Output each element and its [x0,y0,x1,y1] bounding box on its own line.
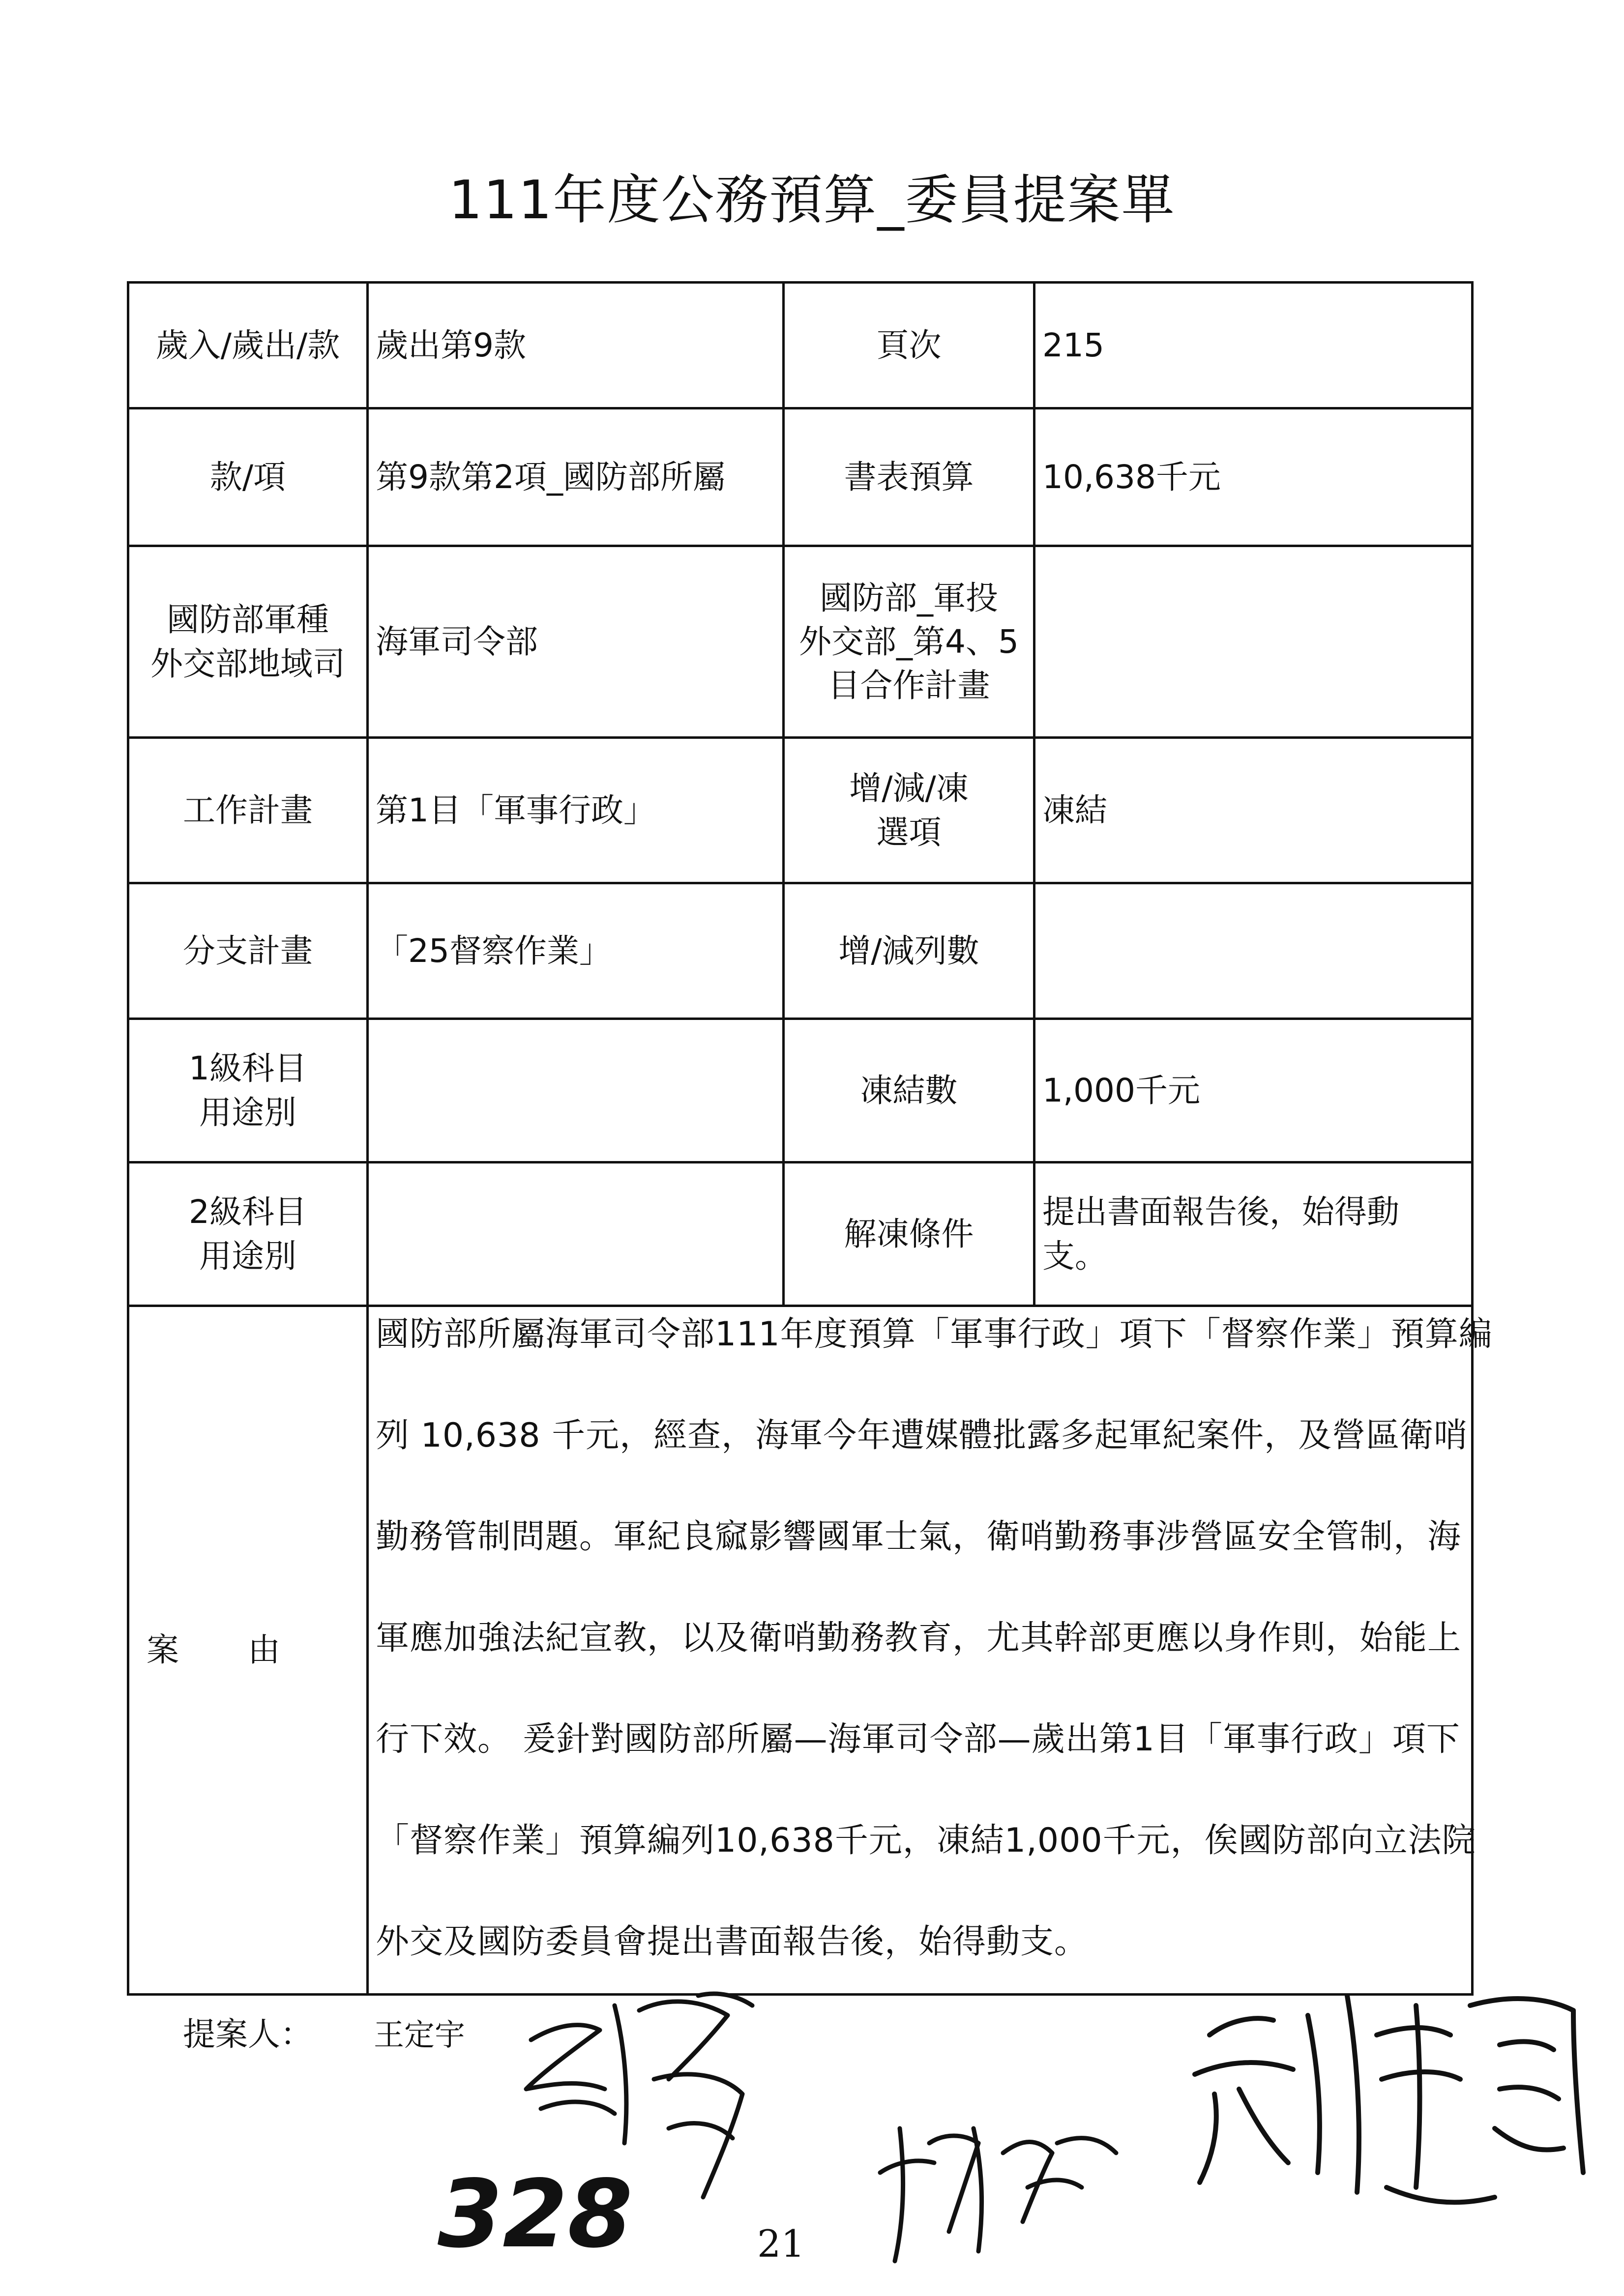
adjust-option-label-line: 增/減/凍 [849,769,969,808]
frozen-amount-value: 1,000千元 [1034,1019,1473,1163]
reason-line: 國防部所屬海軍司令部111年度預算「軍事行政」項下「督察作業」預算編 [376,1315,1493,1354]
cooperation-plan-label-line: 目合作計畫 [827,667,990,705]
signature-3 [1195,1996,1583,2202]
handwritten-number: 328 [438,2160,633,2268]
level1-label-line: 1級科目 [189,1049,307,1088]
reason-line: 勤務管制問題。軍紀良窳影響國軍士氣，衛哨勤務事涉營區安全管制，海 [376,1517,1462,1556]
agency-label-line: 國防部軍種 [167,601,329,639]
work-plan-value: 第1目「軍事行政」 [368,738,784,883]
adjust-amount-label: 增/減列數 [784,883,1034,1019]
reason-label: 案由 [128,1306,368,1995]
category-label: 歲入/歲出/款 [128,283,368,408]
level2-label-line: 2級科目 [189,1193,307,1231]
reason-line: 行下效。 爰針對國防部所屬—海軍司令部—歲出第1目「軍事行政」項下 [376,1720,1460,1759]
agency-label-line: 外交部地域司 [150,644,345,683]
cooperation-plan-label-line: 國防部_軍投 [820,579,998,617]
reason-line: 外交及國防委員會提出書面報告後，始得動支。 [376,1922,1089,1961]
level1-label-line: 用途別 [199,1093,296,1132]
page-ref-label: 頁次 [784,283,1034,408]
unfreeze-condition-label: 解凍條件 [784,1163,1034,1306]
reason-line: 列 10,638 千元，經查，海軍今年遭媒體批露多起軍紀案件，及營區衛哨 [376,1416,1468,1455]
proposer-label: 提案人： [183,2015,313,2053]
unfreeze-condition-line: 提出書面報告後，始得動 [1042,1193,1399,1231]
unfreeze-condition-line: 支。 [1042,1237,1107,1275]
adjust-option-label-line: 選項 [876,813,942,851]
item-value: 第9款第2項_國防部所屬 [368,408,784,546]
branch-plan-label: 分支計畫 [128,883,368,1019]
branch-plan-value: 「25督察作業」 [368,883,784,1019]
budget-label: 書表預算 [784,408,1034,546]
adjust-option-value: 凍結 [1034,738,1473,883]
item-label: 款/項 [128,408,368,546]
page-ref-value: 215 [1034,283,1473,408]
frozen-amount-label: 凍結數 [784,1019,1034,1163]
level2-label-line: 用途別 [199,1237,296,1275]
reason-line: 「督察作業」預算編列10,638千元，凍結1,000千元，俟國防部向立法院 [376,1821,1476,1860]
work-plan-label: 工作計畫 [128,738,368,883]
signature-2 [880,2128,1116,2261]
reason-line: 軍應加強法紀宣教，以及衛哨勤務教育，尤其幹部更應以身作則，始能上 [376,1619,1462,1657]
budget-value: 10,638千元 [1034,408,1473,546]
agency-value: 海軍司令部 [368,546,784,738]
cooperation-plan-label-line: 外交部_第4、5 [799,622,1019,661]
page-number: 21 [757,2222,805,2266]
form-title: 111年度公務預算_委員提案單 [448,170,1176,231]
proposer-name: 王定宇 [374,2017,466,2053]
category-value: 歲出第9款 [368,283,784,408]
